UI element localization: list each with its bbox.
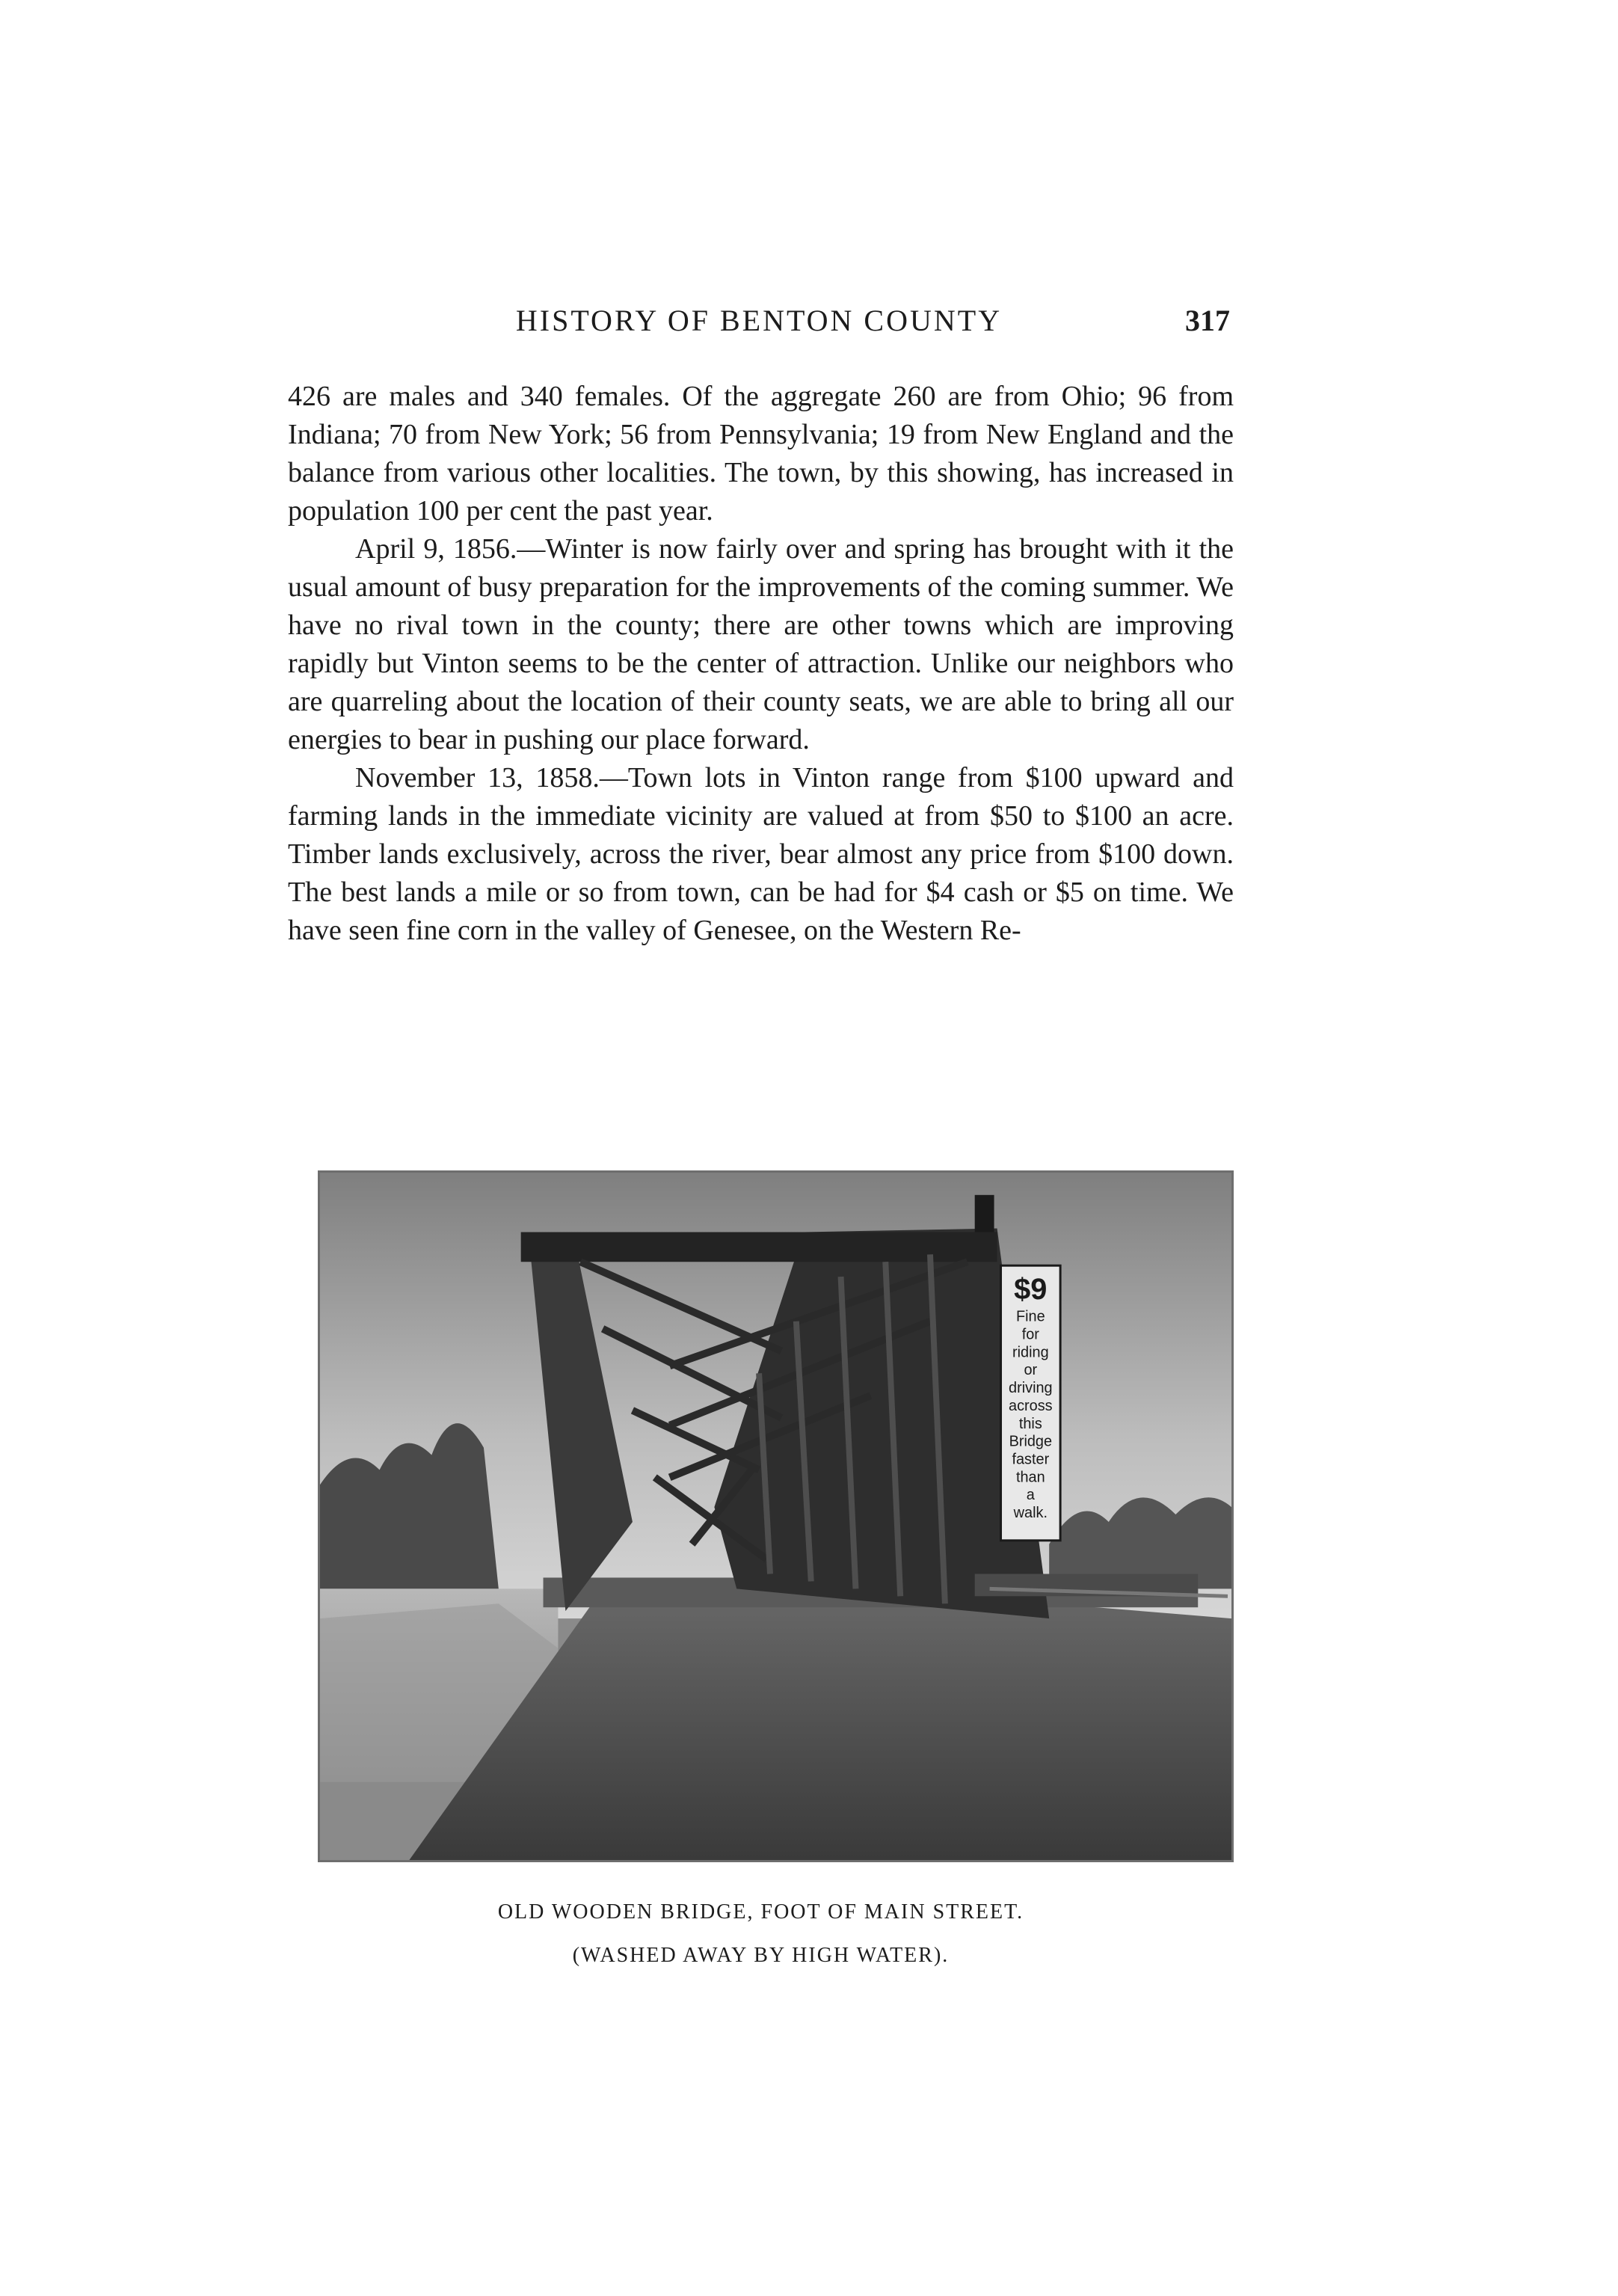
caption-note: (WASHED AWAY BY HIGH WATER). (572, 1944, 950, 1967)
sign-line: Bridge (1009, 1433, 1053, 1450)
sign-line: a (1026, 1487, 1035, 1504)
figure-caption (288, 1891, 1234, 1977)
paragraph-3: November 13, 1858.—Town lots in Vinton range from $100 upward and farming lands in the immediate vicinity are valued at from $50 to $100 an acre. Timber lands exclusively, across the river, bear almost any price from $100 down. The best lands a mile or so from town, can be had for $4 cash or $5 on time. We have seen fine corn in the valley of Genesee, on the Western Re- (288, 762, 1234, 946)
bridge-photograph (318, 1170, 1234, 1862)
running-title: HISTORY OF BENTON COUNTY (515, 304, 1003, 337)
sign-line: than (1015, 1469, 1045, 1486)
sign-amount: $9 (1014, 1272, 1048, 1306)
sign-line: Fine (1015, 1308, 1045, 1325)
sign-line: or (1024, 1362, 1038, 1379)
sign-line: driving (1009, 1380, 1053, 1397)
sign-line: riding (1012, 1344, 1049, 1361)
speed-limit-sign (1001, 1265, 1061, 1541)
sign-line: this (1018, 1415, 1042, 1432)
bridge-top-beam (521, 1232, 997, 1262)
paragraph-2: April 9, 1856.—Winter is now fairly over and spring has brought with it the usual amount of busy preparation for the improvements of the coming summer. We have no rival town in the county; there are other towns which are improving rapidly but Vinton seems to be the center of attraction. Unlike our neighbors who are quarreling about the location of their county seats, we are able to bring all our energies to bear in pushing our place forward. (288, 533, 1234, 755)
running-head (288, 303, 1230, 348)
sign-line: faster (1012, 1451, 1050, 1468)
paragraph-1: 426 are males and 340 females. Of the aggregate 260 are from Ohio; 96 from Indiana; 70 from New York; 56 from Pennsylvania; 19 from New England and the balance from various other localities. The town, by this showing, has increased in population 100 per cent the past year. (288, 381, 1234, 527)
person-on-bridge (975, 1195, 994, 1233)
caption-title: OLD WOODEN BRIDGE, FOOT OF MAIN STREET. (497, 1900, 1024, 1924)
sign-line: across (1009, 1397, 1053, 1414)
sign-line: walk. (1013, 1505, 1048, 1521)
bridge-photo-svg (320, 1173, 1231, 1860)
body-text (288, 378, 1234, 950)
sign-line: for (1021, 1326, 1039, 1343)
page-number: 317 (1185, 304, 1230, 337)
